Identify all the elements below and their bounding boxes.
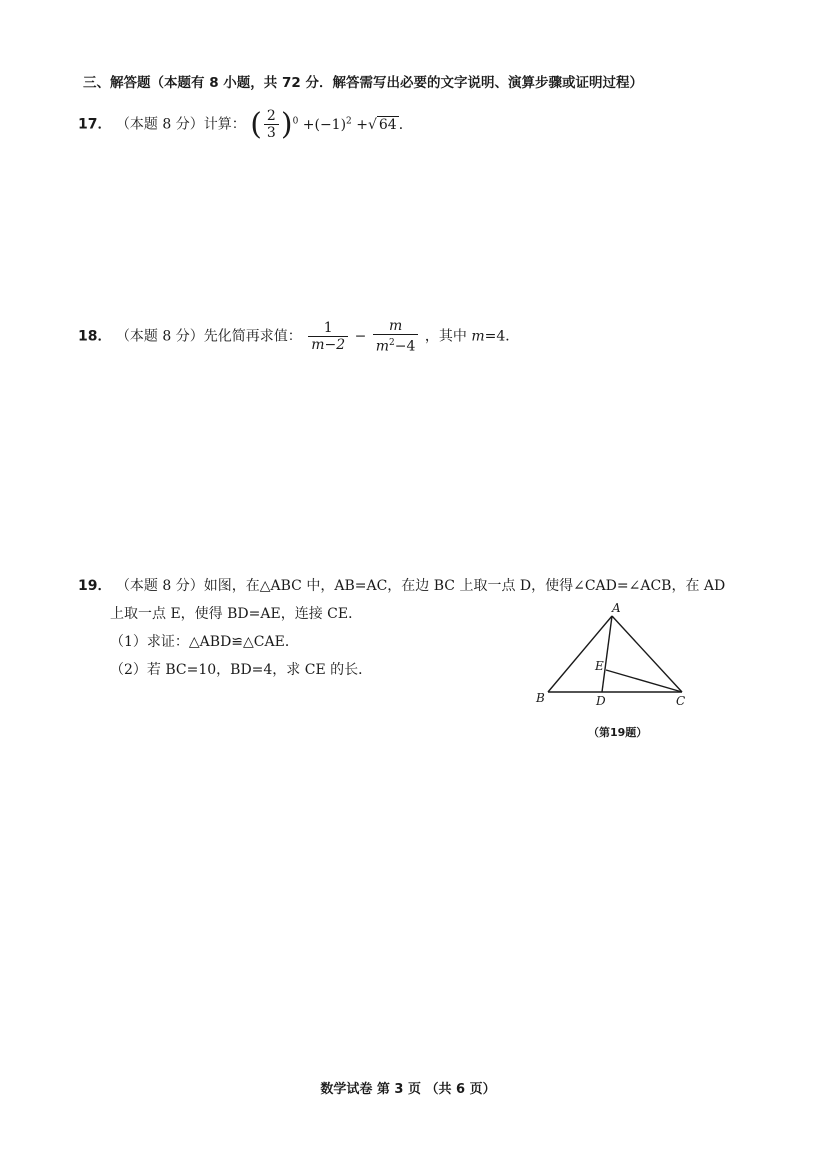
- q17-sqrt: √ 64: [367, 116, 397, 133]
- q18-fraction-2: $\frac{m}{m^2-4}$: [373, 318, 419, 355]
- segment-AD: [602, 616, 612, 692]
- segment-AC: [612, 616, 682, 692]
- question-19-part-2: （2）若 BC=10，BD=4，求 CE 的长．: [110, 662, 373, 678]
- figure-caption: （第19题）: [588, 726, 648, 739]
- page-footer: 数学试卷 第 3 页 （共 6 页）: [320, 1082, 496, 1097]
- segment-AB: [548, 616, 612, 692]
- q17-label: （本题 8 分）计算：: [115, 116, 246, 133]
- section-heading: 三、解答题（本题有 8 小题，共 72 分．解答需写出必要的文字说明、演算步骤或证明过程）: [83, 75, 643, 91]
- label-B: B: [536, 691, 545, 705]
- question-19-line-1: [78, 576, 725, 596]
- question-18: 18． （本题 8 分）先化简再求值： $\frac{1}{m-2}$ − $\frac{m}{m^2-4}$ ，其中 m=4．: [78, 318, 520, 355]
- question-17: [78, 108, 413, 141]
- q18-fraction-1: $\frac{1}{m-2}$: [308, 320, 348, 353]
- triangle-figure: [530, 598, 700, 713]
- label-A: A: [612, 601, 621, 615]
- q17-fraction: $\frac{2}{3}$: [264, 108, 279, 141]
- q18-label: （本题 8 分）先化简再求值：: [115, 328, 302, 345]
- q17-expression: ( $\frac{2}{3}$ )$^0 +(-1)^2$ +√ 64 ．: [250, 106, 413, 142]
- label-D: D: [596, 694, 606, 708]
- q19-number: 19．: [78, 578, 112, 594]
- label-C: C: [676, 694, 686, 708]
- segment-CE: [606, 670, 682, 692]
- label-E: E: [595, 659, 604, 673]
- q18-number: 18．: [78, 328, 112, 345]
- question-19-line-2: 上取一点 E，使得 BD=AE，连接 CE．: [110, 606, 363, 622]
- q19-stem-1: （本题 8 分）如图，在△ABC 中，AB=AC，在边 BC 上取一点 D，使得∠CAD=∠ACB，在 AD: [115, 578, 726, 594]
- q17-number: 17．: [78, 116, 112, 133]
- question-19-part-1: （1）求证：△ABD≌△CAE．: [110, 634, 299, 650]
